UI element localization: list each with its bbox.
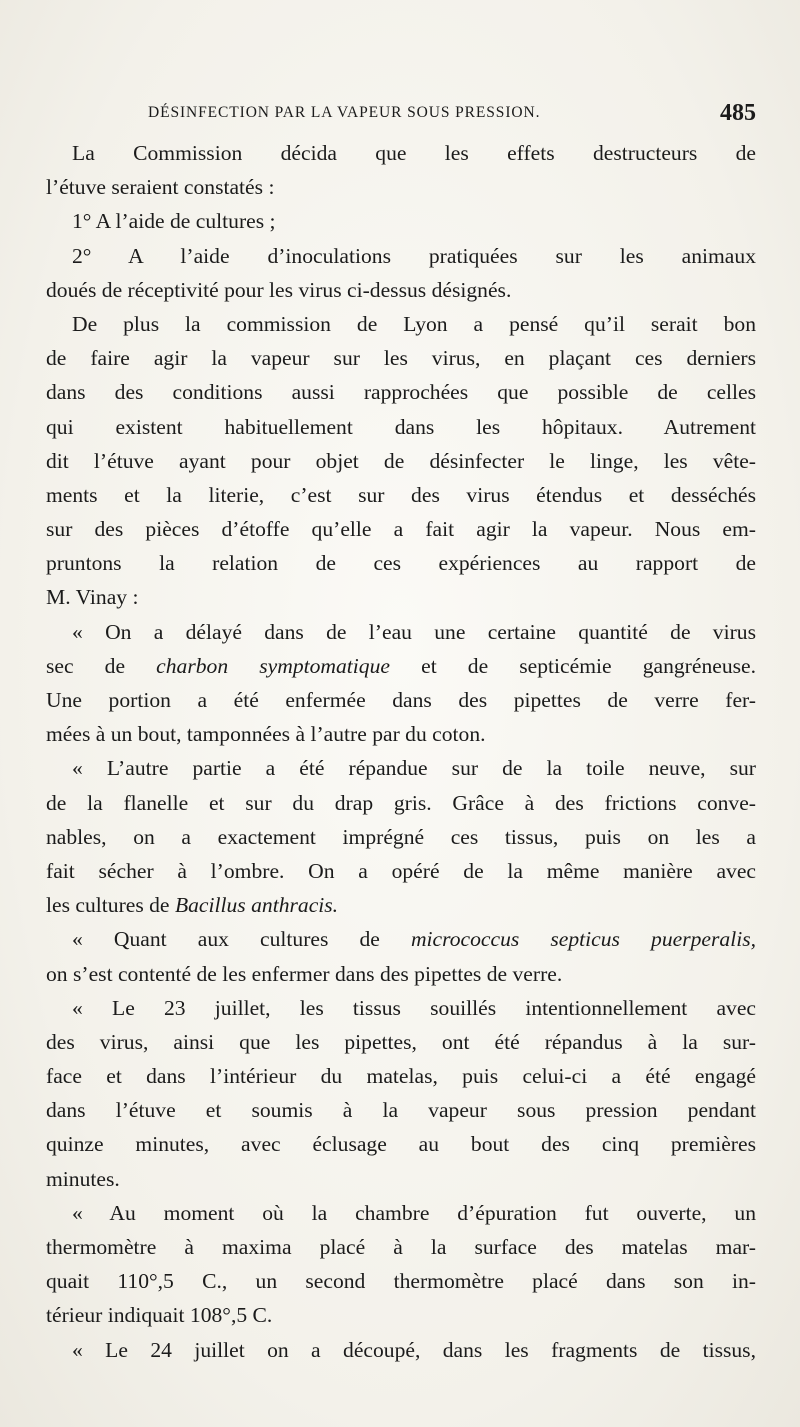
text-line — [46, 204, 756, 238]
line-text: nables, on a exactement imprégné ces tissus, puis on les a — [46, 824, 756, 849]
line-text: térieur indiquait 108°,5 C. — [46, 1303, 273, 1328]
line-text: dans l’étuve et soumis à la vapeur sous pression pendant — [46, 1098, 756, 1123]
line-text: l’étuve seraient constatés : — [46, 175, 275, 200]
text-line — [46, 1230, 756, 1264]
text-line — [46, 410, 756, 444]
line-text: « Quant aux cultures de — [72, 927, 380, 952]
line-text: mées à un bout, tamponnées à l’autre par du coton. — [46, 722, 486, 747]
line-text: « On a délayé dans de l’eau une certaine quantité de virus — [72, 619, 756, 644]
line-text: sur des pièces d’étoffe qu’elle a fait agir la vapeur. Nous em- — [46, 517, 756, 542]
line-text: « Le 24 juillet on a découpé, dans les fragments de tissus, — [72, 1337, 756, 1362]
text-line — [46, 239, 756, 273]
text-line — [46, 1059, 756, 1093]
text-line — [46, 136, 756, 170]
text-line — [46, 307, 756, 341]
body-text — [46, 136, 756, 1367]
line-text: pruntons la relation de ces expériences au rapport de — [46, 551, 756, 576]
line-text: « L’autre partie a été répandue sur de la toile neuve, sur — [72, 756, 756, 781]
line-italic-text: micrococcus septicus puerperalis, — [410, 927, 756, 952]
text-line — [46, 170, 756, 204]
text-line — [46, 751, 756, 785]
line-text: « Le 23 juillet, les tissus souillés intentionnellement avec — [72, 995, 756, 1020]
text-line — [46, 1093, 756, 1127]
text-line — [46, 615, 756, 649]
line-text: De plus la commission de Lyon a pensé qu’il serait bon — [72, 311, 756, 336]
line-text: ments et la literie, c’est sur des virus étendus et desséchés — [46, 482, 756, 507]
line-text: M. Vinay : — [46, 585, 139, 610]
text-line — [46, 478, 756, 512]
text-line — [46, 854, 756, 888]
text-line — [46, 546, 756, 580]
line-text: qui existent habituellement dans les hôpitaux. Autrement — [46, 414, 756, 439]
line-text: 2° A l’aide d’inoculations pratiquées sur les animaux — [72, 243, 756, 268]
text-line — [46, 1264, 756, 1298]
text-line — [46, 512, 756, 546]
text-line — [46, 1298, 756, 1332]
text-line — [46, 1196, 756, 1230]
text-line — [46, 991, 756, 1025]
line-text: thermomètre à maxima placé à la surface des matelas mar- — [46, 1235, 756, 1259]
text-line — [46, 375, 756, 409]
line-text: fait sécher à l’ombre. On a opéré de la même manière avec — [46, 858, 756, 883]
line-text: 1° A l’aide de cultures ; — [72, 209, 276, 234]
text-line — [46, 888, 756, 922]
line-text: minutes. — [46, 1166, 120, 1191]
line-text: doués de réceptivité pour les virus ci-dessus désignés. — [46, 277, 512, 302]
text-line — [46, 1162, 756, 1196]
line-text: des virus, ainsi que les pipettes, ont été répandus à la sur- — [46, 1029, 756, 1054]
line-text: quinze minutes, avec éclusage au bout des cinq premières — [46, 1132, 756, 1157]
line-italic-text: charbon symptomatique — [156, 653, 390, 678]
text-line — [46, 341, 756, 375]
line-text: dit l’étuve ayant pour objet de désinfecter le linge, les vête- — [46, 448, 756, 473]
line-text: sec de — [46, 653, 126, 678]
text-line — [46, 444, 756, 478]
text-line — [46, 717, 756, 751]
text-line — [46, 580, 756, 614]
line-text: dans des conditions aussi rapprochées que possible de celles — [46, 380, 756, 405]
line-text: les cultures de — [46, 893, 170, 918]
text-line — [46, 1333, 756, 1367]
text-line — [46, 1127, 756, 1161]
line-text: de faire agir la vapeur sur les virus, en plaçant ces derniers — [46, 346, 756, 371]
line-text-after: et de septicémie gangréneuse. — [421, 653, 756, 678]
line-text: « Au moment où la chambre d’épuration fut ouverte, un — [72, 1200, 756, 1225]
line-text: La Commission décida que les effets destructeurs de — [72, 141, 756, 165]
page-number: 485 — [720, 100, 756, 126]
text-line — [46, 273, 756, 307]
line-text: de la flanelle et sur du drap gris. Grâce à des frictions conve- — [46, 790, 756, 815]
page-header — [148, 100, 760, 130]
running-title: DÉSINFECTION PAR LA VAPEUR SOUS PRESSION. — [148, 104, 541, 121]
line-text: face et dans l’intérieur du matelas, puis celui-ci a été engagé — [46, 1064, 756, 1089]
text-line — [46, 1025, 756, 1059]
line-italic-text: Bacillus anthracis. — [174, 893, 339, 918]
text-line — [46, 683, 756, 717]
text-line — [46, 649, 756, 683]
line-text: quait 110°,5 C., un second thermomètre placé dans son in- — [46, 1269, 756, 1294]
line-text: on s’est contenté de les enfermer dans des pipettes de verre. — [46, 961, 563, 986]
line-text: Une portion a été enfermée dans des pipettes de verre fer- — [46, 688, 756, 712]
text-line — [46, 820, 756, 854]
text-line — [46, 957, 756, 991]
text-line — [46, 922, 756, 956]
text-line — [46, 786, 756, 820]
